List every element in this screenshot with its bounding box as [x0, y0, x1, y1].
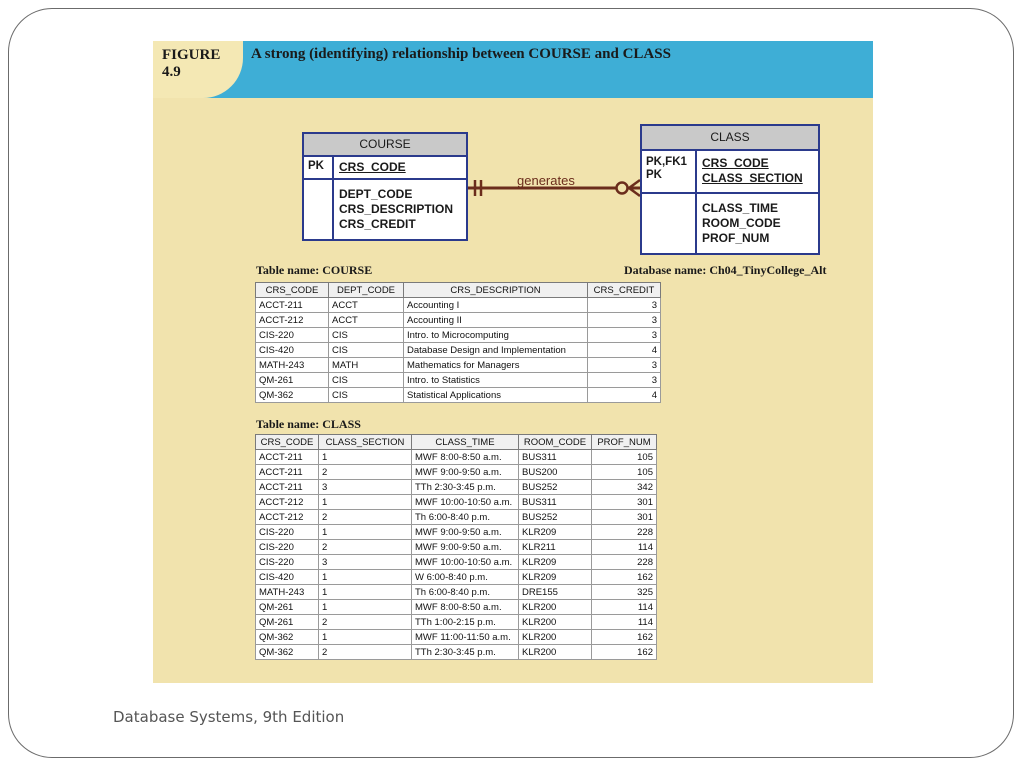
- table-cell: 1: [319, 630, 412, 645]
- course-attr-row: [304, 180, 466, 239]
- table-cell: 2: [319, 465, 412, 480]
- course-key-label: PK: [304, 157, 334, 178]
- table-cell: 3: [588, 373, 661, 388]
- table-cell: TTh 2:30-3:45 p.m.: [412, 645, 519, 660]
- table-cell: 1: [319, 495, 412, 510]
- table-cell: 162: [592, 570, 657, 585]
- class-pk-row: [642, 151, 818, 194]
- column-header: DEPT_CODE: [329, 283, 404, 298]
- table-cell: QM-261: [256, 373, 329, 388]
- table-row: [256, 585, 657, 600]
- class-attr: PROF_NUM: [702, 231, 770, 245]
- table-cell: 1: [319, 450, 412, 465]
- table-cell: ACCT-211: [256, 450, 319, 465]
- slide-footer: Database Systems, 9th Edition: [113, 708, 345, 726]
- table-cell: 1: [319, 525, 412, 540]
- table-cell: QM-362: [256, 388, 329, 403]
- figure-panel: [153, 41, 873, 683]
- table-cell: BUS311: [519, 450, 592, 465]
- course-attr: CRS_CREDIT: [339, 217, 416, 231]
- table-cell: 162: [592, 630, 657, 645]
- table-cell: BUS311: [519, 495, 592, 510]
- table-cell: BUS200: [519, 465, 592, 480]
- table-cell: MWF 8:00-8:50 a.m.: [412, 450, 519, 465]
- figure-title: A strong (identifying) relationship between COURSE and CLASS: [251, 46, 671, 62]
- class-attr: ROOM_CODE: [702, 216, 781, 230]
- table-cell: MATH: [329, 358, 404, 373]
- column-header: CRS_CODE: [256, 283, 329, 298]
- table-cell: CIS-420: [256, 570, 319, 585]
- table-cell: Mathematics for Managers: [404, 358, 588, 373]
- class-attr-row: [642, 194, 818, 253]
- table-cell: 105: [592, 465, 657, 480]
- table-row: [256, 540, 657, 555]
- table-cell: 3: [588, 358, 661, 373]
- table-cell: ACCT-211: [256, 298, 329, 313]
- table-cell: 2: [319, 540, 412, 555]
- class-key-labels: [642, 151, 697, 192]
- table-cell: MWF 9:00-9:50 a.m.: [412, 540, 519, 555]
- class-table-caption: Table name: CLASS: [256, 417, 361, 431]
- table-cell: Statistical Applications: [404, 388, 588, 403]
- table-cell: CIS-220: [256, 555, 319, 570]
- table-row: [256, 600, 657, 615]
- table-row: [256, 343, 661, 358]
- table-cell: MWF 11:00-11:50 a.m.: [412, 630, 519, 645]
- table-row: [256, 645, 657, 660]
- table-cell: ACCT: [329, 313, 404, 328]
- table-cell: TTh 2:30-3:45 p.m.: [412, 480, 519, 495]
- class-key-label: PK: [646, 169, 662, 181]
- class-attr: CLASS_TIME: [702, 201, 779, 215]
- column-header: PROF_NUM: [592, 435, 657, 450]
- relationship-label: generates: [517, 173, 575, 188]
- course-attr: CRS_DESCRIPTION: [339, 202, 454, 216]
- table-row: [256, 358, 661, 373]
- course-entity-name: COURSE: [304, 134, 466, 157]
- table-cell: 105: [592, 450, 657, 465]
- class-entity-name: CLASS: [642, 126, 818, 151]
- table-cell: 301: [592, 495, 657, 510]
- table-row: [256, 555, 657, 570]
- table-cell: KLR200: [519, 645, 592, 660]
- class-pk-attrs: [697, 151, 808, 192]
- course-pk-row: [304, 157, 466, 180]
- class-table: [255, 434, 657, 660]
- table-cell: 2: [319, 615, 412, 630]
- table-row: [256, 313, 661, 328]
- table-cell: 4: [588, 388, 661, 403]
- table-cell: KLR200: [519, 630, 592, 645]
- table-cell: ACCT: [329, 298, 404, 313]
- table-cell: 2: [319, 645, 412, 660]
- course-attrs: [334, 180, 458, 239]
- table-cell: KLR209: [519, 570, 592, 585]
- table-cell: QM-362: [256, 630, 319, 645]
- database-name: Database name: Ch04_TinyCollege_Alt: [624, 263, 827, 277]
- table-cell: 3: [588, 298, 661, 313]
- class-attrs: [697, 194, 786, 253]
- table-cell: KLR200: [519, 615, 592, 630]
- table-cell: Th 6:00-8:40 p.m.: [412, 510, 519, 525]
- table-row: [256, 373, 661, 388]
- column-header: CRS_CREDIT: [588, 283, 661, 298]
- course-key-blank: [304, 180, 334, 239]
- column-header: CLASS_SECTION: [319, 435, 412, 450]
- course-entity: [302, 132, 468, 241]
- table-cell: CIS-420: [256, 343, 329, 358]
- table-cell: 114: [592, 600, 657, 615]
- column-header: CLASS_TIME: [412, 435, 519, 450]
- table-cell: CIS-220: [256, 525, 319, 540]
- table-cell: 301: [592, 510, 657, 525]
- crow-foot-bottom: [629, 188, 640, 196]
- table-cell: 228: [592, 555, 657, 570]
- class-entity: [640, 124, 820, 255]
- figure-header: [153, 41, 873, 98]
- table-cell: 3: [319, 555, 412, 570]
- course-table-caption: Table name: COURSE: [256, 263, 373, 277]
- table-cell: 1: [319, 600, 412, 615]
- table-row: [256, 388, 661, 403]
- table-cell: Th 6:00-8:40 p.m.: [412, 585, 519, 600]
- figure-label: FIGURE 4.9: [162, 47, 221, 80]
- table-row: [256, 525, 657, 540]
- table-row: [256, 328, 661, 343]
- table-row: [256, 510, 657, 525]
- table-row: [256, 615, 657, 630]
- table-cell: ACCT-211: [256, 465, 319, 480]
- table-cell: CIS-220: [256, 328, 329, 343]
- table-cell: ACCT-212: [256, 495, 319, 510]
- table-cell: 228: [592, 525, 657, 540]
- table-row: [256, 570, 657, 585]
- table-row: [256, 480, 657, 495]
- table-row: [256, 495, 657, 510]
- table-cell: MATH-243: [256, 585, 319, 600]
- optional-circle: [617, 183, 628, 194]
- class-key-blank: [642, 194, 697, 253]
- table-cell: KLR209: [519, 525, 592, 540]
- table-cell: CIS: [329, 328, 404, 343]
- table-cell: Database Design and Implementation: [404, 343, 588, 358]
- table-cell: 1: [319, 570, 412, 585]
- table-cell: 4: [588, 343, 661, 358]
- column-header: CRS_DESCRIPTION: [404, 283, 588, 298]
- table-cell: Accounting I: [404, 298, 588, 313]
- table-cell: MWF 9:00-9:50 a.m.: [412, 465, 519, 480]
- column-header: CRS_CODE: [256, 435, 319, 450]
- table-cell: 342: [592, 480, 657, 495]
- table-cell: BUS252: [519, 510, 592, 525]
- table-cell: CIS-220: [256, 540, 319, 555]
- table-cell: MATH-243: [256, 358, 329, 373]
- class-pk-attr: CRS_CODE: [702, 156, 769, 170]
- table-cell: CIS: [329, 343, 404, 358]
- table-cell: DRE155: [519, 585, 592, 600]
- table-cell: QM-362: [256, 645, 319, 660]
- table-cell: 1: [319, 585, 412, 600]
- table-cell: 3: [588, 328, 661, 343]
- figure-label-tab: [153, 41, 243, 98]
- table-cell: ACCT-211: [256, 480, 319, 495]
- table-cell: 3: [588, 313, 661, 328]
- table-header-row: [256, 435, 657, 450]
- course-pk-attr: CRS_CODE: [339, 160, 406, 174]
- crow-foot-top: [629, 180, 640, 188]
- table-cell: 325: [592, 585, 657, 600]
- table-cell: ACCT-212: [256, 313, 329, 328]
- table-cell: 2: [319, 510, 412, 525]
- class-pk-attr: CLASS_SECTION: [702, 171, 803, 185]
- table-cell: W 6:00-8:40 p.m.: [412, 570, 519, 585]
- course-attr: DEPT_CODE: [339, 187, 413, 201]
- course-table: [255, 282, 661, 403]
- table-cell: KLR211: [519, 540, 592, 555]
- table-cell: KLR209: [519, 555, 592, 570]
- table-cell: Accounting II: [404, 313, 588, 328]
- table-cell: QM-261: [256, 615, 319, 630]
- table-cell: 3: [319, 480, 412, 495]
- table-cell: MWF 10:00-10:50 a.m.: [412, 495, 519, 510]
- table-row: [256, 465, 657, 480]
- table-header-row: [256, 283, 661, 298]
- class-key-label: PK,FK1: [646, 156, 687, 168]
- table-cell: 162: [592, 645, 657, 660]
- table-cell: BUS252: [519, 480, 592, 495]
- column-header: ROOM_CODE: [519, 435, 592, 450]
- table-cell: MWF 8:00-8:50 a.m.: [412, 600, 519, 615]
- table-cell: 114: [592, 540, 657, 555]
- table-cell: QM-261: [256, 600, 319, 615]
- table-cell: MWF 10:00-10:50 a.m.: [412, 555, 519, 570]
- table-row: [256, 298, 661, 313]
- table-row: [256, 450, 657, 465]
- table-row: [256, 630, 657, 645]
- table-cell: ACCT-212: [256, 510, 319, 525]
- table-cell: KLR200: [519, 600, 592, 615]
- table-cell: 114: [592, 615, 657, 630]
- table-cell: CIS: [329, 373, 404, 388]
- table-cell: Intro. to Microcomputing: [404, 328, 588, 343]
- table-cell: TTh 1:00-2:15 p.m.: [412, 615, 519, 630]
- table-cell: Intro. to Statistics: [404, 373, 588, 388]
- table-cell: CIS: [329, 388, 404, 403]
- table-cell: MWF 9:00-9:50 a.m.: [412, 525, 519, 540]
